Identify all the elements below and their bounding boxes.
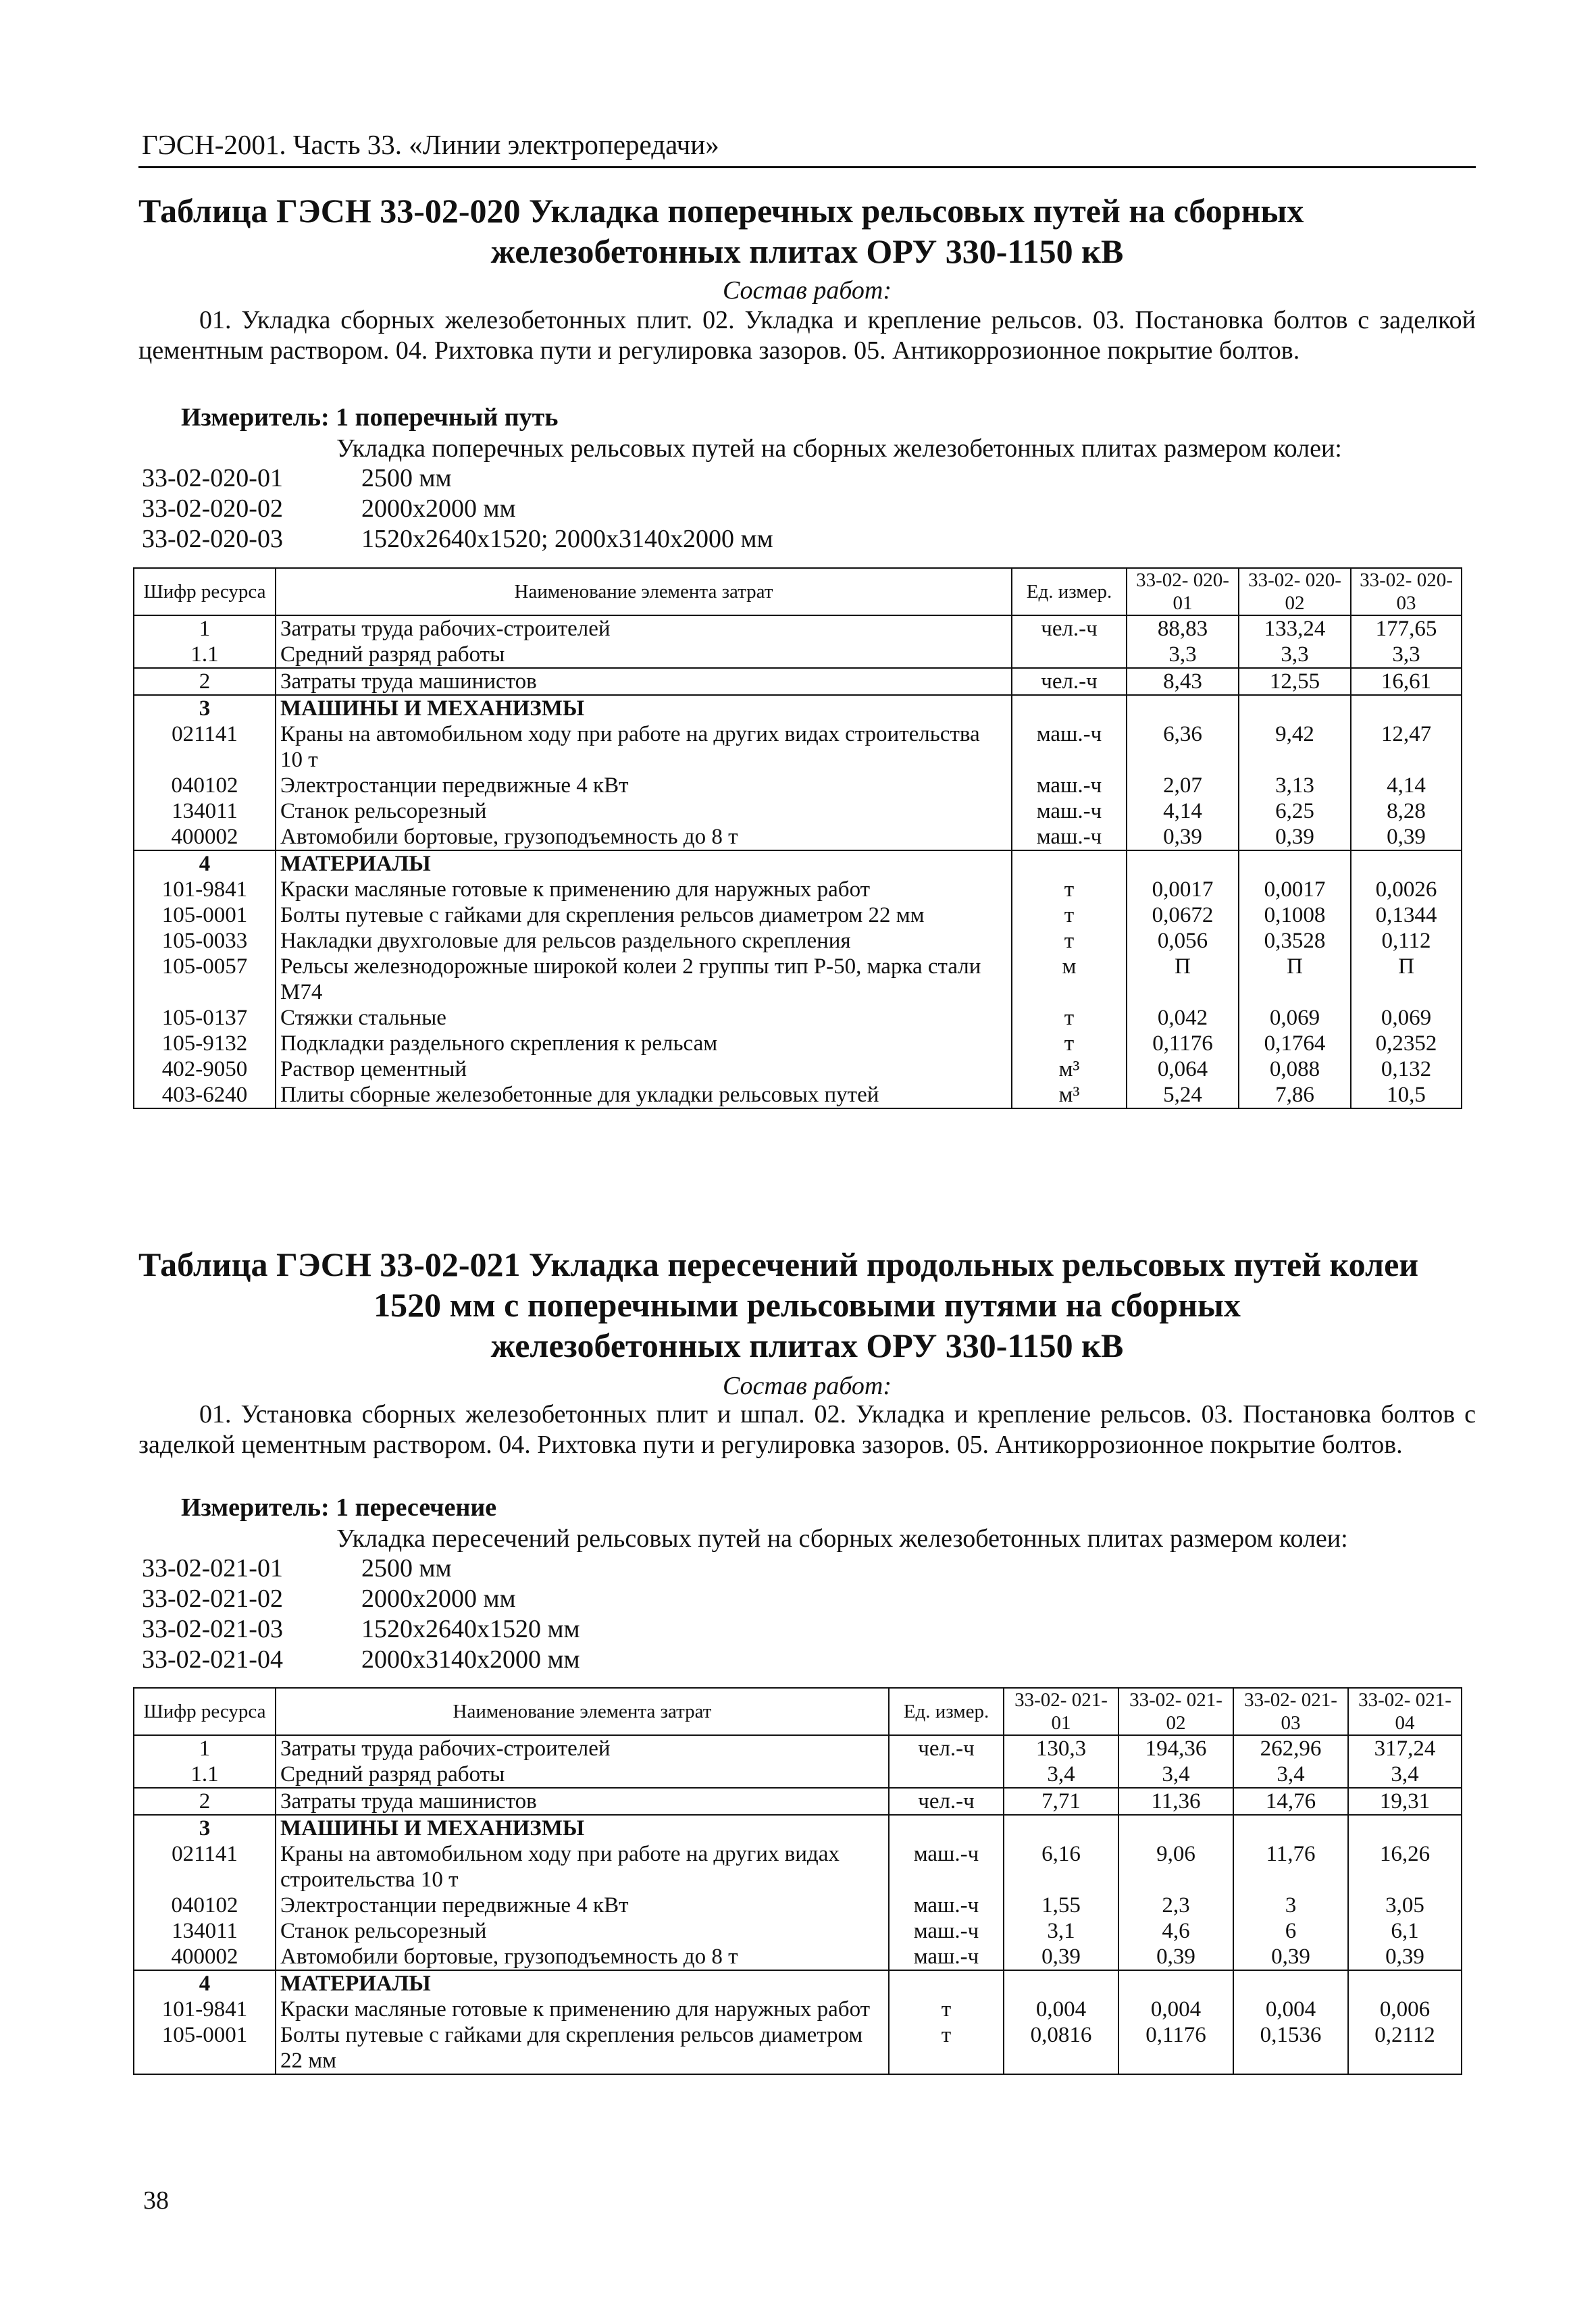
table-row — [134, 773, 1462, 798]
cell-name: Плиты сборные железобетонные для укладки рельсовых путей — [276, 1082, 1012, 1108]
code-number: 33-02-021-04 — [142, 1645, 283, 1674]
cell-value: 0,1764 — [1239, 1031, 1351, 1056]
header-norm-column: 33-02- 021-01 — [1004, 1688, 1118, 1735]
cell-unit — [1012, 695, 1127, 721]
cell-value: 0,2112 — [1348, 2022, 1462, 2074]
table-row — [134, 1815, 1462, 1841]
cell-value: 0,1536 — [1233, 2022, 1348, 2074]
cell-code: 1.1 — [134, 642, 276, 668]
cell-unit: т — [1012, 928, 1127, 954]
cell-name: МАШИНЫ И МЕХАНИЗМЫ — [276, 695, 1012, 721]
cell-value: 7,71 — [1004, 1788, 1118, 1815]
table-row — [134, 615, 1462, 642]
cell-code: 021141 — [134, 1841, 276, 1893]
cell-value: 7,86 — [1239, 1082, 1351, 1108]
cell-value: 3 — [1233, 1893, 1348, 1918]
code-list-item — [142, 1614, 580, 1645]
table-row — [134, 1970, 1462, 1997]
cell-unit: маш.-ч — [1012, 773, 1127, 798]
code-number: 33-02-021-03 — [142, 1615, 283, 1643]
cell-value — [1239, 695, 1351, 721]
cell-unit: маш.-ч — [1012, 824, 1127, 850]
header-norm-column: 33-02- 020-01 — [1127, 568, 1239, 615]
cell-value: 12,47 — [1351, 721, 1462, 773]
cell-value: 2,07 — [1127, 773, 1239, 798]
cell-value: 0,39 — [1348, 1944, 1462, 1970]
table-row — [134, 877, 1462, 902]
cell-unit — [889, 1815, 1004, 1841]
table1-code-list — [142, 463, 773, 555]
cell-value: 0,132 — [1351, 1056, 1462, 1082]
cell-value — [1348, 1970, 1462, 1997]
cell-unit: маш.-ч — [889, 1944, 1004, 1970]
cell-value: 0,0026 — [1351, 877, 1462, 902]
table-row — [134, 1735, 1462, 1762]
code-number: 33-02-021-02 — [142, 1585, 283, 1613]
cell-value: 177,65 — [1351, 615, 1462, 642]
table2-measure: Измеритель: 1 пересечение — [181, 1493, 497, 1522]
cell-value: 0,39 — [1127, 824, 1239, 850]
header-name: Наименование элемента затрат — [276, 1688, 889, 1735]
code-number: 33-02-020-02 — [142, 494, 283, 523]
header-norm-column: 33-02- 021-04 — [1348, 1688, 1462, 1735]
cell-value: 0,006 — [1348, 1997, 1462, 2022]
cell-value: 0,042 — [1127, 1005, 1239, 1031]
cell-value: 0,0816 — [1004, 2022, 1118, 2074]
cell-name: Подкладки раздельного скрепления к рельсам — [276, 1031, 1012, 1056]
cell-unit: м³ — [1012, 1082, 1127, 1108]
cell-value: 0,39 — [1004, 1944, 1118, 1970]
cell-unit: т — [889, 1997, 1004, 2022]
cell-code: 3 — [134, 1815, 276, 1841]
cell-code: 105-9132 — [134, 1031, 276, 1056]
cell-value: 317,24 — [1348, 1735, 1462, 1762]
header-code: Шифр ресурса — [134, 568, 276, 615]
cell-unit: чел.-ч — [1012, 615, 1127, 642]
cell-value: 6,1 — [1348, 1918, 1462, 1944]
table2-intro: Укладка пересечений рельсовых путей на сборных железобетонных плитах размером колеи: — [336, 1524, 1348, 1553]
cell-code: 105-0137 — [134, 1005, 276, 1031]
cell-name: Электростанции передвижные 4 кВт — [276, 773, 1012, 798]
cell-value: 4,14 — [1127, 798, 1239, 824]
cell-code: 2 — [134, 1788, 276, 1815]
cell-unit: т — [1012, 902, 1127, 928]
cell-name: Станок рельсорезный — [276, 1918, 889, 1944]
cell-value: 3,4 — [1233, 1762, 1348, 1788]
cell-unit: м — [1012, 954, 1127, 1005]
code-number: 33-02-020-01 — [142, 464, 283, 492]
cell-value: 0,064 — [1127, 1056, 1239, 1082]
cell-code: 101-9841 — [134, 1997, 276, 2022]
cell-code: 021141 — [134, 721, 276, 773]
cell-value: 0,069 — [1239, 1005, 1351, 1031]
table-row — [134, 1944, 1462, 1970]
cell-code: 105-0057 — [134, 954, 276, 1005]
cell-value — [1127, 850, 1239, 877]
code-description: 2500 мм — [361, 464, 452, 492]
code-description: 2000х2000 мм — [361, 1585, 516, 1613]
cell-unit: м³ — [1012, 1056, 1127, 1082]
cell-value — [1351, 850, 1462, 877]
cell-code: 4 — [134, 1970, 276, 1997]
cell-value: П — [1351, 954, 1462, 1005]
table-row — [134, 695, 1462, 721]
cell-value: 0,088 — [1239, 1056, 1351, 1082]
cell-value: 6,16 — [1004, 1841, 1118, 1893]
code-description: 2500 мм — [361, 1554, 452, 1583]
table-row — [134, 1056, 1462, 1082]
table-row — [134, 902, 1462, 928]
cell-code: 134011 — [134, 798, 276, 824]
table2-title — [138, 1244, 1476, 1366]
cell-value: 3,4 — [1348, 1762, 1462, 1788]
cell-name: Рельсы железнодорожные широкой колеи 2 группы тип Р-50, марка стали М74 — [276, 954, 1012, 1005]
table2-sostav-label: Состав работ: — [722, 1372, 892, 1400]
table-row — [134, 642, 1462, 668]
cell-name: Средний разряд работы — [276, 1762, 889, 1788]
cell-name: Автомобили бортовые, грузоподъемность до 8 т — [276, 1944, 889, 1970]
cell-value — [1127, 695, 1239, 721]
cell-code: 2 — [134, 668, 276, 695]
table-row — [134, 928, 1462, 954]
table1-measure: Измеритель: 1 поперечный путь — [181, 403, 559, 432]
cell-value — [1004, 1815, 1118, 1841]
cell-value: 88,83 — [1127, 615, 1239, 642]
cell-unit: чел.-ч — [889, 1788, 1004, 1815]
cell-name: Средний разряд работы — [276, 642, 1012, 668]
cell-value: 14,76 — [1233, 1788, 1348, 1815]
cell-value: 4,14 — [1351, 773, 1462, 798]
cell-value: 0,1176 — [1118, 2022, 1233, 2074]
cell-value: 3,05 — [1348, 1893, 1462, 1918]
cell-value: 0,004 — [1118, 1997, 1233, 2022]
cell-code: 105-0001 — [134, 902, 276, 928]
cell-value — [1351, 695, 1462, 721]
code-description: 2000х3140х2000 мм — [361, 1645, 580, 1674]
cell-value: 3,4 — [1004, 1762, 1118, 1788]
header-norm-column: 33-02- 020-02 — [1239, 568, 1351, 615]
cell-unit: маш.-ч — [1012, 721, 1127, 773]
cell-unit: т — [1012, 877, 1127, 902]
cell-value: П — [1239, 954, 1351, 1005]
code-list-item — [142, 524, 773, 555]
cell-value: 0,069 — [1351, 1005, 1462, 1031]
table2-code-list — [142, 1553, 580, 1675]
cell-unit: маш.-ч — [1012, 798, 1127, 824]
cell-value: 0,112 — [1351, 928, 1462, 954]
cell-value: 12,55 — [1239, 668, 1351, 695]
cell-value: 9,42 — [1239, 721, 1351, 773]
cell-value — [1118, 1970, 1233, 1997]
header-name: Наименование элемента затрат — [276, 568, 1012, 615]
table2-title-line1: Таблица ГЭСН 33-02-021 Укладка пересечений продольных рельсовых путей колеи — [138, 1245, 1419, 1283]
cell-code: 1 — [134, 1735, 276, 1762]
running-header: ГЭСН-2001. Часть 33. «Линии электропередачи» — [142, 129, 719, 160]
cell-value: 262,96 — [1233, 1735, 1348, 1762]
cell-unit: чел.-ч — [1012, 668, 1127, 695]
cell-value: 9,06 — [1118, 1841, 1233, 1893]
cell-code: 134011 — [134, 1918, 276, 1944]
cell-code: 040102 — [134, 1893, 276, 1918]
code-list-item — [142, 1645, 580, 1675]
cell-value: 10,5 — [1351, 1082, 1462, 1108]
cell-value: 0,39 — [1118, 1944, 1233, 1970]
cell-value: 0,0672 — [1127, 902, 1239, 928]
table2-sostav-text: 01. Установка сборных железобетонных плит и шпал. 02. Укладка и крепление рельсов. 03. Постановка болтов с заделкой цементным раствором. 04. Рихтовка пути и регулировка зазоров. 05. Антикоррозионное покрытие болтов. — [138, 1400, 1476, 1459]
cell-value: 5,24 — [1127, 1082, 1239, 1108]
cell-value: 0,39 — [1233, 1944, 1348, 1970]
cell-value — [1348, 1815, 1462, 1841]
cell-name: Автомобили бортовые, грузоподъемность до 8 т — [276, 824, 1012, 850]
code-description: 2000х2000 мм — [361, 494, 516, 523]
cell-unit: маш.-ч — [889, 1918, 1004, 1944]
cell-value: 3,3 — [1351, 642, 1462, 668]
cell-code: 403-6240 — [134, 1082, 276, 1108]
header-rule — [138, 166, 1476, 168]
cell-name: Краны на автомобильном ходу при работе на других видах строительства 10 т — [276, 1841, 889, 1893]
header-unit: Ед. измер. — [1012, 568, 1127, 615]
cell-value — [1239, 850, 1351, 877]
cell-name: Затраты труда рабочих-строителей — [276, 1735, 889, 1762]
cell-value: 0,0017 — [1239, 877, 1351, 902]
table-row — [134, 1082, 1462, 1108]
table-row — [134, 1031, 1462, 1056]
cell-value: 3,13 — [1239, 773, 1351, 798]
cell-value: П — [1127, 954, 1239, 1005]
cell-unit — [889, 1970, 1004, 1997]
cell-name: Затраты труда машинистов — [276, 1788, 889, 1815]
cell-name: Станок рельсорезный — [276, 798, 1012, 824]
cell-name: МАТЕРИАЛЫ — [276, 1970, 889, 1997]
table-row — [134, 2022, 1462, 2074]
cell-value: 3,3 — [1239, 642, 1351, 668]
cell-code: 4 — [134, 850, 276, 877]
table-row — [134, 1893, 1462, 1918]
cell-value: 0,056 — [1127, 928, 1239, 954]
table2-title-line3: железобетонных плитах ОРУ 330-1150 кВ — [490, 1327, 1124, 1364]
cell-unit: маш.-ч — [889, 1841, 1004, 1893]
cell-name: Стяжки стальные — [276, 1005, 1012, 1031]
cell-name: Краски масляные готовые к применению для наружных работ — [276, 877, 1012, 902]
table1-title-line1: Таблица ГЭСН 33-02-020 Укладка поперечных рельсовых путей на сборных — [138, 192, 1304, 230]
cell-name: Электростанции передвижные 4 кВт — [276, 1893, 889, 1918]
table-row — [134, 1841, 1462, 1893]
cell-unit: т — [1012, 1005, 1127, 1031]
cell-unit: т — [889, 2022, 1004, 2074]
cell-value: 6 — [1233, 1918, 1348, 1944]
cell-name: Затраты труда рабочих-строителей — [276, 615, 1012, 642]
cell-value: 0,004 — [1233, 1997, 1348, 2022]
cell-unit — [1012, 850, 1127, 877]
code-description: 1520х2640х1520 мм — [361, 1615, 580, 1643]
cell-code: 400002 — [134, 824, 276, 850]
table-row — [134, 954, 1462, 1005]
table-row — [134, 1997, 1462, 2022]
table2-title-line2: 1520 мм с поперечными рельсовыми путями на сборных — [374, 1286, 1241, 1324]
table1-sostav-text: 01. Укладка сборных железобетонных плит. 02. Укладка и крепление рельсов. 03. Постановка болтов с заделкой цементным раствором. 04. Рихтовка пути и регулировка зазоров. 05. Антикоррозионное покрытие болтов. — [138, 306, 1476, 365]
cell-value: 3,3 — [1127, 642, 1239, 668]
cell-name: Краски масляные готовые к применению для наружных работ — [276, 1997, 889, 2022]
cell-value — [1233, 1815, 1348, 1841]
page-number: 38 — [143, 2186, 169, 2215]
cell-unit — [889, 1762, 1004, 1788]
cell-value: 2,3 — [1118, 1893, 1233, 1918]
cell-value: 0,3528 — [1239, 928, 1351, 954]
cell-code: 400002 — [134, 1944, 276, 1970]
cell-code: 3 — [134, 695, 276, 721]
table-row — [134, 1005, 1462, 1031]
table1-sostav-label: Состав работ: — [722, 276, 892, 305]
header-code: Шифр ресурса — [134, 1688, 276, 1735]
cell-value: 4,6 — [1118, 1918, 1233, 1944]
cell-value: 6,25 — [1239, 798, 1351, 824]
cell-value: 1,55 — [1004, 1893, 1118, 1918]
cell-value: 3,4 — [1118, 1762, 1233, 1788]
table1-title-line2: железобетонных плитах ОРУ 330-1150 кВ — [490, 232, 1124, 270]
cell-value: 0,1008 — [1239, 902, 1351, 928]
cell-name: Затраты труда машинистов — [276, 668, 1012, 695]
cell-value: 0,0017 — [1127, 877, 1239, 902]
cell-value: 6,36 — [1127, 721, 1239, 773]
table-row — [134, 668, 1462, 695]
cell-code: 1 — [134, 615, 276, 642]
cell-code: 402-9050 — [134, 1056, 276, 1082]
cell-value: 16,61 — [1351, 668, 1462, 695]
code-number: 33-02-020-03 — [142, 525, 283, 553]
code-list-item — [142, 463, 773, 494]
cell-name: Краны на автомобильном ходу при работе на других видах строительства 10 т — [276, 721, 1012, 773]
cell-value: 130,3 — [1004, 1735, 1118, 1762]
cell-value: 0,004 — [1004, 1997, 1118, 2022]
cell-code: 105-0033 — [134, 928, 276, 954]
table-row — [134, 824, 1462, 850]
cell-code: 040102 — [134, 773, 276, 798]
cell-value: 8,43 — [1127, 668, 1239, 695]
cell-value: 0,1344 — [1351, 902, 1462, 928]
cell-name: Накладки двухголовые для рельсов раздельного скрепления — [276, 928, 1012, 954]
cell-value: 194,36 — [1118, 1735, 1233, 1762]
cell-value: 11,76 — [1233, 1841, 1348, 1893]
cell-value: 0,39 — [1239, 824, 1351, 850]
table-row — [134, 1788, 1462, 1815]
cell-value: 16,26 — [1348, 1841, 1462, 1893]
cell-value: 0,1176 — [1127, 1031, 1239, 1056]
header-unit: Ед. измер. — [889, 1688, 1004, 1735]
cell-value — [1118, 1815, 1233, 1841]
cell-unit: чел.-ч — [889, 1735, 1004, 1762]
code-list-item — [142, 1584, 580, 1614]
table2-resources — [133, 1687, 1462, 2075]
header-norm-column: 33-02- 021-02 — [1118, 1688, 1233, 1735]
cell-name: Раствор цементный — [276, 1056, 1012, 1082]
table-row — [134, 798, 1462, 824]
table-header-row — [134, 1688, 1462, 1735]
cell-value: 133,24 — [1239, 615, 1351, 642]
cell-code: 105-0001 — [134, 2022, 276, 2074]
cell-name: МАШИНЫ И МЕХАНИЗМЫ — [276, 1815, 889, 1841]
table-row — [134, 721, 1462, 773]
code-list-item — [142, 1553, 580, 1584]
cell-value: 0,2352 — [1351, 1031, 1462, 1056]
cell-value — [1233, 1970, 1348, 1997]
code-list-item — [142, 494, 773, 524]
table-row — [134, 850, 1462, 877]
table-row — [134, 1918, 1462, 1944]
cell-code: 1.1 — [134, 1762, 276, 1788]
table1-intro: Укладка поперечных рельсовых путей на сборных железобетонных плитах размером колеи: — [336, 434, 1342, 463]
cell-unit: маш.-ч — [889, 1893, 1004, 1918]
code-description: 1520х2640х1520; 2000х3140х2000 мм — [361, 525, 773, 553]
header-norm-column: 33-02- 020-03 — [1351, 568, 1462, 615]
cell-value: 0,39 — [1351, 824, 1462, 850]
cell-unit: т — [1012, 1031, 1127, 1056]
cell-value: 11,36 — [1118, 1788, 1233, 1815]
cell-name: МАТЕРИАЛЫ — [276, 850, 1012, 877]
cell-name: Болты путевые с гайками для скрепления рельсов диаметром 22 мм — [276, 2022, 889, 2074]
cell-unit — [1012, 642, 1127, 668]
table1-title — [138, 190, 1476, 272]
code-number: 33-02-021-01 — [142, 1554, 283, 1583]
table1-resources — [133, 567, 1462, 1109]
table-row — [134, 1762, 1462, 1788]
header-norm-column: 33-02- 021-03 — [1233, 1688, 1348, 1735]
cell-name: Болты путевые с гайками для скрепления рельсов диаметром 22 мм — [276, 902, 1012, 928]
cell-value — [1004, 1970, 1118, 1997]
table-header-row — [134, 568, 1462, 615]
cell-value: 3,1 — [1004, 1918, 1118, 1944]
cell-value: 19,31 — [1348, 1788, 1462, 1815]
cell-value: 8,28 — [1351, 798, 1462, 824]
cell-code: 101-9841 — [134, 877, 276, 902]
